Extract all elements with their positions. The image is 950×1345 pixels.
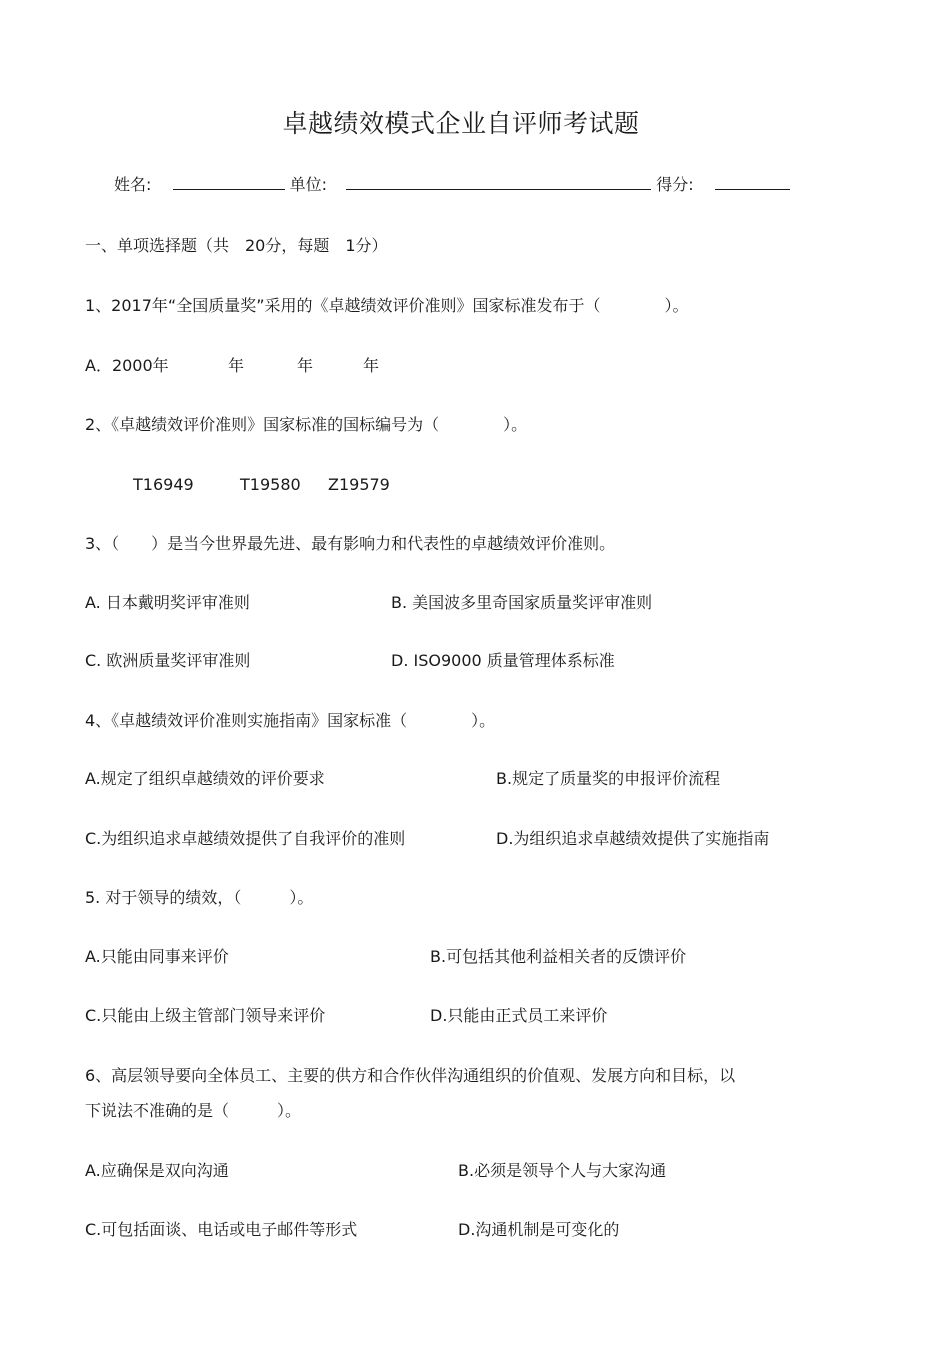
unit-blank[interactable] (346, 175, 651, 190)
name-label: 姓名: (114, 175, 152, 194)
question-2-stem: 2、《卓越绩效评价准则》国家标准的国标编号为（ ）。 (85, 415, 528, 434)
question-3-option-a: A. 日本戴明奖评审准则 (85, 593, 250, 612)
unit-label: 单位: (289, 175, 327, 194)
question-6-stem: 6、高层领导要向全体员工、主要的供方和合作伙伴沟通组织的价值观、发展方向和目标，以 (85, 1066, 736, 1085)
page-title: 卓越绩效模式企业自评师考试题 (282, 109, 640, 138)
question-6-option-d: D.沟通机制是可变化的 (458, 1220, 620, 1239)
question-3-stem: 3、（ ）是当今世界最先进、最有影响力和代表性的卓越绩效评价准则。 (85, 534, 616, 553)
question-6-option-c: C.可包括面谈、电话或电子邮件等形式 (85, 1220, 358, 1239)
question-6-stem-cont: 下说法不准确的是（ ）。 (85, 1101, 302, 1120)
question-3-option-d: D. ISO9000 质量管理体系标准 (391, 651, 615, 670)
question-5-option-c: C.只能由上级主管部门领导来评价 (85, 1006, 326, 1025)
question-1-option: 年 (297, 356, 314, 375)
question-4-stem: 4、《卓越绩效评价准则实施指南》国家标准（ ）。 (85, 711, 496, 730)
question-1-option: 年 (363, 356, 380, 375)
section-heading: 一、单项选择题（共 20分，每题 1分） (85, 236, 388, 255)
question-2-option: T19580 (240, 475, 301, 494)
question-1-stem: 1、2017年“全国质量奖”采用的《卓越绩效评价准则》国家标准发布于（ ）。 (85, 296, 689, 315)
question-3-option-c: C. 欧洲质量奖评审准则 (85, 651, 251, 670)
question-4-option-d: D.为组织追求卓越绩效提供了实施指南 (496, 829, 770, 848)
score-blank[interactable] (715, 175, 790, 190)
name-blank[interactable] (173, 175, 285, 190)
question-2-option: T16949 (133, 475, 194, 494)
question-4-option-c: C.为组织追求卓越绩效提供了自我评价的准则 (85, 829, 406, 848)
question-5-option-b: B.可包括其他利益相关者的反馈评价 (430, 947, 687, 966)
question-4-option-b: B.规定了质量奖的申报评价流程 (496, 769, 721, 788)
question-5-option-d: D.只能由正式员工来评价 (430, 1006, 608, 1025)
question-2-option: Z19579 (328, 475, 390, 494)
question-5-option-a: A.只能由同事来评价 (85, 947, 229, 966)
score-label: 得分: (656, 175, 694, 194)
question-3-option-b: B. 美国波多里奇国家质量奖评审准则 (391, 593, 653, 612)
header-fields (114, 173, 790, 197)
question-1-option: A．2000年 (85, 356, 169, 375)
question-1-option: 年 (228, 356, 245, 375)
question-6-option-b: B.必须是领导个人与大家沟通 (458, 1161, 667, 1180)
question-6-option-a: A.应确保是双向沟通 (85, 1161, 229, 1180)
question-4-option-a: A.规定了组织卓越绩效的评价要求 (85, 769, 325, 788)
question-5-stem: 5. 对于领导的绩效，（ ）。 (85, 888, 314, 907)
